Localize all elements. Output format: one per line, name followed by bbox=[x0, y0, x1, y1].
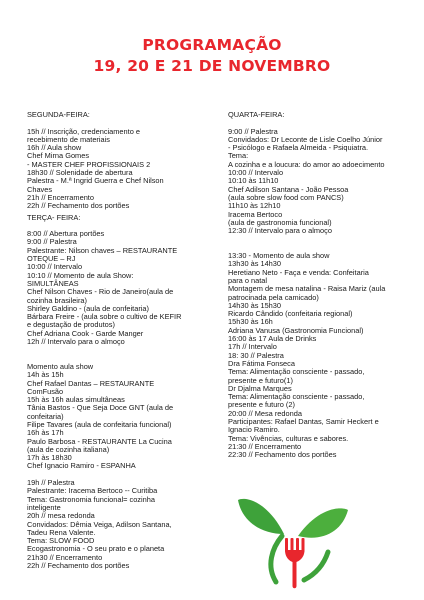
wednesday-line: 10:10 às 11h10 bbox=[228, 176, 279, 186]
monday-heading: SEGUNDA-FEIRA: bbox=[27, 110, 90, 119]
tuesday-line: Bárbara Freire - (aula sobre o cultivo de KEFIR bbox=[27, 312, 182, 322]
wednesday-line: Tema: Alimentação consciente - passado, bbox=[228, 367, 365, 377]
tuesday-line: confeitaria) bbox=[27, 411, 64, 421]
stem-arc-icon bbox=[304, 552, 328, 580]
fork-sprout-illustration bbox=[232, 482, 352, 592]
tuesday-line: cozinha brasileira) bbox=[27, 295, 87, 305]
monday-line: - MASTER CHEF PROFISSIONAIS 2 bbox=[27, 159, 151, 169]
tuesday-line: 10:00 // Intervalo bbox=[27, 262, 83, 272]
wednesday-line: (aula sobre slow food com PANCS) bbox=[228, 192, 344, 202]
tuesday-line: Paulo Barbosa - RESTAURANTE La Cucina bbox=[27, 436, 172, 446]
wednesday-line: 13:30 - Momento de aula show bbox=[228, 251, 330, 261]
wednesday-line: Ricardo Cândido (confeitaria regional) bbox=[228, 309, 353, 319]
wednesday-line: 20:00 // Mesa redonda bbox=[228, 408, 302, 418]
tuesday-heading: TERÇA- FEIRA: bbox=[27, 212, 81, 222]
monday-line: recebimento de materiais bbox=[27, 134, 110, 144]
tuesday-line: 12h // Intervalo para o almoço bbox=[27, 337, 125, 347]
page-subtitle-dates: 19, 20 E 21 DE NOVEMBRO bbox=[93, 57, 331, 75]
tuesday-line: 9:00 // Palestra bbox=[27, 237, 77, 247]
tuesday-line: (aula de cozinha italiana) bbox=[27, 444, 110, 454]
wednesday-line: 13h30 às 14h30 bbox=[228, 259, 282, 269]
wednesday-line: 16:00 às 17 Aula de Drinks bbox=[228, 334, 317, 344]
tuesday-line: Momento aula show bbox=[27, 361, 94, 371]
monday-section bbox=[27, 111, 217, 211]
tuesday-line: 10:10 // Momento de aula Show: bbox=[27, 270, 134, 280]
tuesday-line: 17h às 18h30 bbox=[27, 453, 72, 463]
wednesday-line: A cozinha e a loucura: do amor ao adoecimento bbox=[228, 159, 385, 169]
tuesday-line: Ecogastronomia - O seu prato e o planeta bbox=[27, 544, 165, 554]
wednesday-line: 10:00 // Intervalo bbox=[228, 168, 284, 178]
wednesday-line bbox=[228, 235, 413, 243]
tuesday-line bbox=[27, 346, 217, 354]
wednesday-line: 9:00 // Palestra bbox=[228, 126, 278, 136]
wednesday-line: - Psicólogo e Rafaela Almeida - Psiquiatra. bbox=[228, 143, 369, 153]
wednesday-line: Convidados: Dr Leconte de Lisle Coelho Júnior bbox=[228, 134, 383, 144]
tuesday-line: Palestrante: Iracema Bertoco -- Curitiba bbox=[27, 486, 158, 496]
wednesday-line: Dra Fátima Fonseca bbox=[228, 358, 295, 368]
wednesday-line: Adriana Vanusa (Gastronomia Funcional) bbox=[228, 325, 364, 335]
monday-line: 22h // Fechamento dos portões bbox=[27, 201, 130, 211]
tuesday-line: Shirley Galdino - (aula de confeitaria) bbox=[27, 303, 150, 313]
wednesday-section bbox=[228, 111, 413, 459]
wednesday-line: Ignacio Ramiro. bbox=[228, 425, 280, 435]
wednesday-line: Chef Adilson Santana - João Pessoa bbox=[228, 184, 349, 194]
tuesday-line: Tadeu Rena Valente. bbox=[27, 527, 96, 537]
tuesday-line: Chef Ignacio Ramiro - ESPANHA bbox=[27, 461, 136, 471]
wednesday-line: Heretiano Neto - Faça e venda: Confeitaria bbox=[228, 267, 369, 277]
wednesday-line: 22:30 // Fechamento dos portões bbox=[228, 450, 337, 460]
left-column bbox=[27, 111, 217, 570]
tuesday-line: 15h às 16h aulas simultâneas bbox=[27, 395, 125, 405]
monday-line: 15h // Inscrição, credenciamento e bbox=[27, 126, 140, 136]
tuesday-line: e degustação de produtos) bbox=[27, 320, 115, 330]
tuesday-line: Chef Rafael Dantas – RESTAURANTE bbox=[27, 378, 155, 388]
wednesday-line: (aula de gastronomia funcional) bbox=[228, 217, 332, 227]
tuesday-line: 14h às 15h bbox=[27, 370, 64, 380]
tuesday-line: 16h às 17h bbox=[27, 428, 64, 438]
monday-line: Palestra - M.ª Ingrid Guerra e Chef Nilson bbox=[27, 176, 164, 186]
fork-icon bbox=[285, 538, 305, 588]
wednesday-line: 18: 30 // Palestra bbox=[228, 350, 284, 360]
wednesday-line: 15h30 às 16h bbox=[228, 317, 273, 327]
wednesday-line: Dr Djalma Marques bbox=[228, 383, 292, 393]
wednesday-line: 21:30 // Encerramento bbox=[228, 441, 302, 451]
tuesday-line: 21h30 // Encerramento bbox=[27, 552, 103, 562]
wednesday-line: para o natal bbox=[228, 275, 268, 285]
tuesday-line: Chef Adriana Cook - Garde Manger bbox=[27, 328, 144, 338]
monday-line: Chaves bbox=[27, 184, 53, 194]
tuesday-line: Palestrante: Nilson chaves – RESTAURANTE bbox=[27, 245, 178, 255]
monday-line: 21h // Encerramento bbox=[27, 192, 94, 202]
left-leaf-icon bbox=[238, 499, 284, 534]
wednesday-line: patrocinada pela camicado) bbox=[228, 292, 319, 302]
wednesday-line: Participantes: Rafael Dantas, Samir Heckert e bbox=[228, 416, 379, 426]
tuesday-line: inteligente bbox=[27, 502, 61, 512]
wednesday-heading: QUARTA-FEIRA: bbox=[228, 110, 285, 119]
wednesday-line: Montagem de mesa natalina - Raisa Mariz (aula bbox=[228, 284, 386, 294]
wednesday-line: 17h // Intervalo bbox=[228, 342, 277, 352]
tuesday-line: 22h // Fechamento dos portões bbox=[27, 561, 130, 571]
wednesday-line: Tema: Vivências, culturas e sabores. bbox=[228, 433, 349, 443]
tuesday-line: SIMULTÂNEAS bbox=[27, 278, 79, 288]
tuesday-line: Tânia Bastos - Que Seja Doce GNT (aula de bbox=[27, 403, 174, 413]
tuesday-line: Tema: Gastronomia funcional= cozinha bbox=[27, 494, 155, 504]
monday-line: Chef Mirna Gomes bbox=[27, 151, 90, 161]
tuesday-line: 19h // Palestra bbox=[27, 478, 75, 488]
tuesday-line: 8:00 // Abertura portões bbox=[27, 229, 105, 239]
page-title: PROGRAMAÇÃO bbox=[142, 36, 282, 54]
tuesday-line: Tema: SLOW FOOD bbox=[27, 536, 95, 546]
tuesday-line: 20h // mesa redonda bbox=[27, 511, 95, 521]
monday-line: 16h // Aula show bbox=[27, 143, 82, 153]
tuesday-line: Filipe Tavares (aula de confeitaria funcional) bbox=[27, 419, 172, 429]
tuesday-line: Convidados: Dêmia Veiga, Adilson Santana, bbox=[27, 519, 172, 529]
wednesday-line: Tema: Alimentação consciente - passado, bbox=[228, 392, 365, 402]
wednesday-line: Tema: bbox=[228, 151, 249, 161]
tuesday-line: OTEQUE – RJ bbox=[27, 254, 76, 264]
tuesday-line: Chef Nilson Chaves - Rio de Janeiro(aula de bbox=[27, 287, 174, 297]
tuesday-line: ComFusão bbox=[27, 386, 64, 396]
wednesday-line: 12:30 // Intervalo para o almoço bbox=[228, 226, 332, 236]
wednesday-line: 14h30 às 15h30 bbox=[228, 300, 282, 310]
wednesday-line: presente e futuro (2) bbox=[228, 400, 295, 410]
right-column bbox=[228, 111, 413, 459]
monday-line: 18h30 // Solenidade de abertura bbox=[27, 168, 133, 178]
wednesday-line: presente e futuro(1) bbox=[228, 375, 293, 385]
wednesday-line: Iracema Bertoco bbox=[228, 209, 283, 219]
stem-icon bbox=[271, 536, 282, 582]
right-leaf-icon bbox=[298, 508, 348, 537]
wednesday-line: 11h10 às 12h10 bbox=[228, 201, 281, 211]
tuesday-section bbox=[27, 214, 217, 571]
